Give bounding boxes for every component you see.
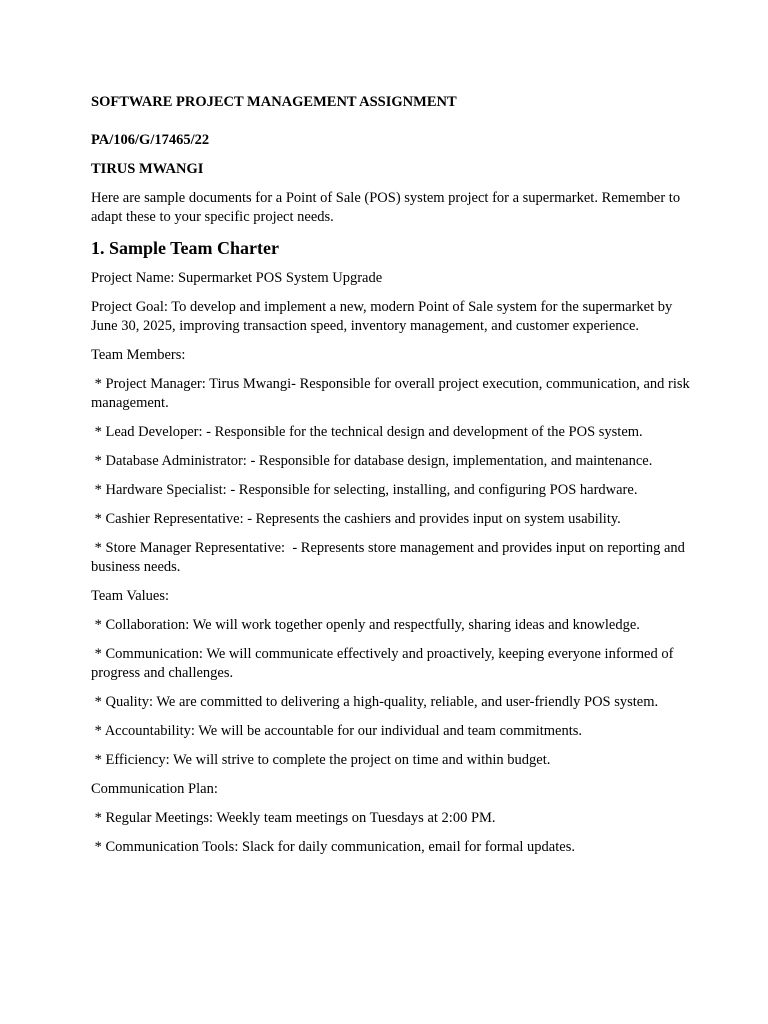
- list-item-team-value: * Efficiency: We will strive to complete the project on time and within budget.: [91, 752, 551, 768]
- list-item-communication: * Regular Meetings: Weekly team meetings on Tuesdays at 2:00 PM.: [91, 810, 496, 826]
- student-name: TIRUS MWANGI: [91, 161, 204, 177]
- section-heading-team-charter: 1. Sample Team Charter: [91, 238, 279, 258]
- communication-plan-label: Communication Plan:: [91, 781, 218, 797]
- document-page: [91, 93, 694, 867]
- list-item-team-member: * Project Manager: Tirus Mwangi- Responsible for overall project execution, communication, and risk management.: [91, 376, 694, 411]
- team-values-label: Team Values:: [91, 588, 170, 604]
- list-item-team-member: * Database Administrator: - Responsible for database design, implementation, and maintenance.: [91, 453, 653, 469]
- list-item-team-value: * Communication: We will communicate effectively and proactively, keeping everyone informed of progress and challenges.: [91, 646, 678, 681]
- document-title: SOFTWARE PROJECT MANAGEMENT ASSIGNMENT: [91, 94, 457, 110]
- list-item-team-member: * Hardware Specialist: - Responsible for selecting, installing, and configuring POS hardware.: [91, 482, 638, 498]
- list-item-team-member: * Store Manager Representative: - Represents store management and provides input on reporting and business needs.: [91, 540, 689, 575]
- team-members-label: Team Members:: [91, 347, 186, 363]
- list-item-team-member: * Cashier Representative: - Represents the cashiers and provides input on system usability.: [91, 511, 621, 527]
- student-id: PA/106/G/17465/22: [91, 132, 210, 148]
- intro-paragraph: Here are sample documents for a Point of Sale (POS) system project for a supermarket. Remember to adapt these to your specific project needs.: [91, 190, 681, 225]
- list-item-team-member: * Lead Developer: - Responsible for the technical design and development of the POS system.: [91, 424, 643, 440]
- list-item-team-value: * Quality: We are committed to delivering a high-quality, reliable, and user-friendly POS system.: [91, 694, 659, 710]
- project-goal: Project Goal: To develop and implement a new, modern Point of Sale system for the supermarket by June 30, 2025, improving transaction speed, inventory management, and customer experience.: [91, 299, 673, 334]
- list-item-communication: * Communication Tools: Slack for daily communication, email for formal updates.: [91, 839, 575, 855]
- project-name: Project Name: Supermarket POS System Upgrade: [91, 270, 383, 286]
- list-item-team-value: * Accountability: We will be accountable for our individual and team commitments.: [91, 723, 583, 739]
- list-item-team-value: * Collaboration: We will work together openly and respectfully, sharing ideas and knowledge.: [91, 617, 640, 633]
